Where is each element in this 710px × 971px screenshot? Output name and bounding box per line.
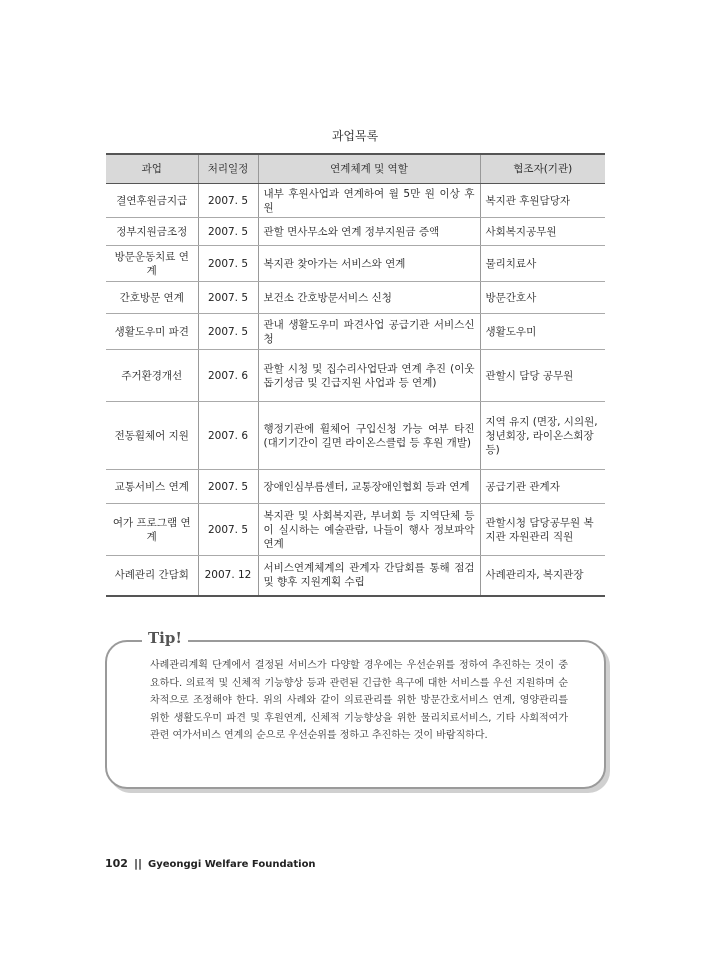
cell-task: 교통서비스 연계 xyxy=(106,470,198,504)
table-row xyxy=(106,350,605,402)
cell-date: 2007. 5 xyxy=(198,504,258,556)
cell-task: 여가 프로그램 연계 xyxy=(106,504,198,556)
tip-text: 사례관리계획 단계에서 결정된 서비스가 다양할 경우에는 우선순위를 정하여 추진하는 것이 중요하다. 의료적 및 신체적 기능향상 등과 관련된 긴급한 욕구에 대한 서비스를 우선 지원하며 순차적으로 조정해야 한다. 위의 사례와 같이 의료관리를 위한 방문간호서비스 연계, 영양관리를 위한 생활도우미 파견 및 후원연계, 신체적 기능향상을 위한 물리치료서비스, 기타 사회적여가 관련 여가서비스 연계의 순으로 우선순위를 정하고 추진하는 것이 바람직하다. xyxy=(150,660,568,741)
table-caption: 과업목록 xyxy=(331,129,379,143)
cell-task: 간호방문 연계 xyxy=(106,282,198,314)
table-row xyxy=(106,470,605,504)
cell-date: 2007. 5 xyxy=(198,470,258,504)
header-role: 연계체계 및 역할 xyxy=(258,154,480,184)
table-row xyxy=(106,556,605,596)
cell-date: 2007. 5 xyxy=(198,246,258,282)
cell-role: 내부 후원사업과 연계하여 월 5만 원 이상 후원 xyxy=(258,184,480,218)
cell-partner: 물리치료사 xyxy=(480,246,605,282)
cell-partner: 지역 유지 (면장, 시의원, 청년회장, 라이온스회장 등) xyxy=(480,402,605,470)
cell-role: 관내 생활도우미 파견사업 공급기관 서비스신청 xyxy=(258,314,480,350)
cell-partner: 관할시 담당 공무원 xyxy=(480,350,605,402)
cell-task: 정부지원금조정 xyxy=(106,218,198,246)
footer-organization: Gyeonggi Welfare Foundation xyxy=(148,859,316,870)
table-row xyxy=(106,402,605,470)
table-row xyxy=(106,314,605,350)
cell-role: 관할 시청 및 집수리사업단과 연계 추진 (이웃돕기성금 및 긴급지원 사업과 등 연계) xyxy=(258,350,480,402)
cell-partner: 공급기관 관계자 xyxy=(480,470,605,504)
cell-task: 결연후원금지급 xyxy=(106,184,198,218)
cell-role: 장애인심부름센터, 교통장애인협회 등과 연계 xyxy=(258,470,480,504)
header-task: 과업 xyxy=(106,154,198,184)
cell-role: 관할 면사무소와 연계 정부지원금 증액 xyxy=(258,218,480,246)
cell-date: 2007. 12 xyxy=(198,556,258,596)
cell-date: 2007. 5 xyxy=(198,218,258,246)
cell-task: 생활도우미 파견 xyxy=(106,314,198,350)
cell-role: 서비스연계체계의 관계자 간담회를 통해 점검 및 향후 지원계획 수립 xyxy=(258,556,480,596)
footer-separator: || xyxy=(133,857,143,870)
tip-label: Tip! xyxy=(142,629,188,647)
header-date: 처리일정 xyxy=(198,154,258,184)
cell-date: 2007. 6 xyxy=(198,402,258,470)
cell-partner: 사례관리자, 복지관장 xyxy=(480,556,605,596)
table-row xyxy=(106,246,605,282)
cell-date: 2007. 5 xyxy=(198,184,258,218)
table-row xyxy=(106,218,605,246)
cell-task: 주거환경개선 xyxy=(106,350,198,402)
cell-role: 행정기관에 휠체어 구입신청 가능 여부 타진 (대기기간이 길면 라이온스클럽 등 후원 개발) xyxy=(258,402,480,470)
cell-role: 복지관 찾아가는 서비스와 연계 xyxy=(258,246,480,282)
page-number: 102 xyxy=(105,857,128,870)
cell-task: 사례관리 간담회 xyxy=(106,556,198,596)
cell-role: 복지관 및 사회복지관, 부녀회 등 지역단체 등이 실시하는 예술관람, 나들이 행사 정보파악 연계 xyxy=(258,504,480,556)
cell-partner: 복지관 후원담당자 xyxy=(480,184,605,218)
cell-role: 보건소 간호방문서비스 신청 xyxy=(258,282,480,314)
cell-partner: 관할시청 담당공무원 복지관 자원관리 직원 xyxy=(480,504,605,556)
table-header-row xyxy=(106,154,605,184)
task-list-table xyxy=(106,153,605,597)
cell-partner: 방문간호사 xyxy=(480,282,605,314)
cell-date: 2007. 6 xyxy=(198,350,258,402)
cell-task: 전동휠체어 지원 xyxy=(106,402,198,470)
cell-partner: 사회복지공무원 xyxy=(480,218,605,246)
table-row xyxy=(106,184,605,218)
table-row xyxy=(106,504,605,556)
header-partner: 협조자(기관) xyxy=(480,154,605,184)
cell-partner: 생활도우미 xyxy=(480,314,605,350)
cell-date: 2007. 5 xyxy=(198,314,258,350)
page-footer xyxy=(105,857,316,870)
cell-task: 방문운동치료 연계 xyxy=(106,246,198,282)
table-row xyxy=(106,282,605,314)
cell-date: 2007. 5 xyxy=(198,282,258,314)
